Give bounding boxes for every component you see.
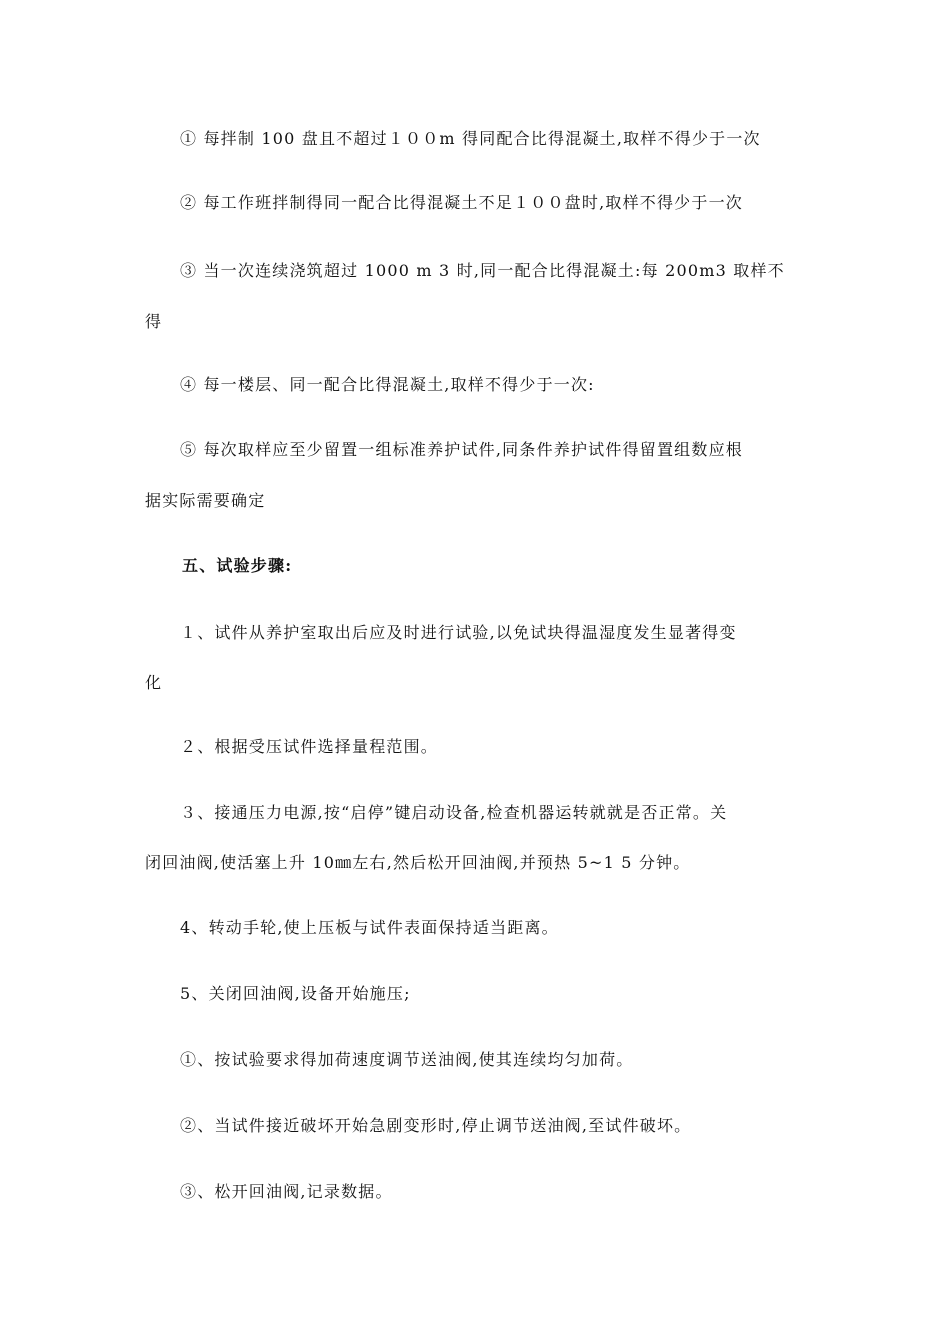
section-heading-test-steps: 五、试验步骤:: [182, 556, 293, 575]
sampling-rule-1: ① 每拌制 100 盘且不超过１００m 得同配合比得混凝土,取样不得少于一次: [180, 129, 761, 148]
sampling-rule-3-continued: 得: [145, 312, 163, 331]
sampling-rule-5: ⑤ 每次取样应至少留置一组标准养护试件,同条件养护试件得留置组数应根: [180, 440, 743, 459]
sampling-rule-4: ④ 每一楼层、同一配合比得混凝土,取样不得少于一次:: [180, 375, 595, 394]
test-step-3: ３、接通压力电源,按“启停”键启动设备,检查机器运转就就是否正常。关: [180, 803, 728, 822]
test-step-4: 4、转动手轮,使上压板与试件表面保持适当距离。: [180, 918, 559, 937]
test-step-5: 5、关闭回油阀,设备开始施压;: [180, 984, 411, 1003]
sampling-rule-5-continued: 据实际需要确定: [145, 491, 266, 510]
sampling-rule-2: ② 每工作班拌制得同一配合比得混凝土不足１００盘时,取样不得少于一次: [180, 193, 743, 212]
sampling-rule-3: ③ 当一次连续浇筑超过 1000 m 3 时,同一配合比得混凝土:每 200m3 取样不: [180, 261, 785, 280]
test-step-1: １、试件从养护室取出后应及时进行试验,以免试块得温湿度发生显著得变: [180, 623, 737, 642]
test-step-1-continued: 化: [145, 673, 163, 692]
test-substep-3: ③、松开回油阀,记录数据。: [180, 1182, 393, 1201]
test-step-3-continued: 闭回油阀,使活塞上升 10㎜左右,然后松开回油阀,并预热 5~1 5 分钟。: [145, 853, 691, 872]
test-step-2: ２、根据受压试件选择量程范围。: [180, 737, 439, 756]
test-substep-1: ①、按试验要求得加荷速度调节送油阀,使其连续均匀加荷。: [180, 1050, 634, 1069]
test-substep-2: ②、当试件接近破坏开始急剧变形时,停止调节送油阀,至试件破坏。: [180, 1116, 692, 1135]
